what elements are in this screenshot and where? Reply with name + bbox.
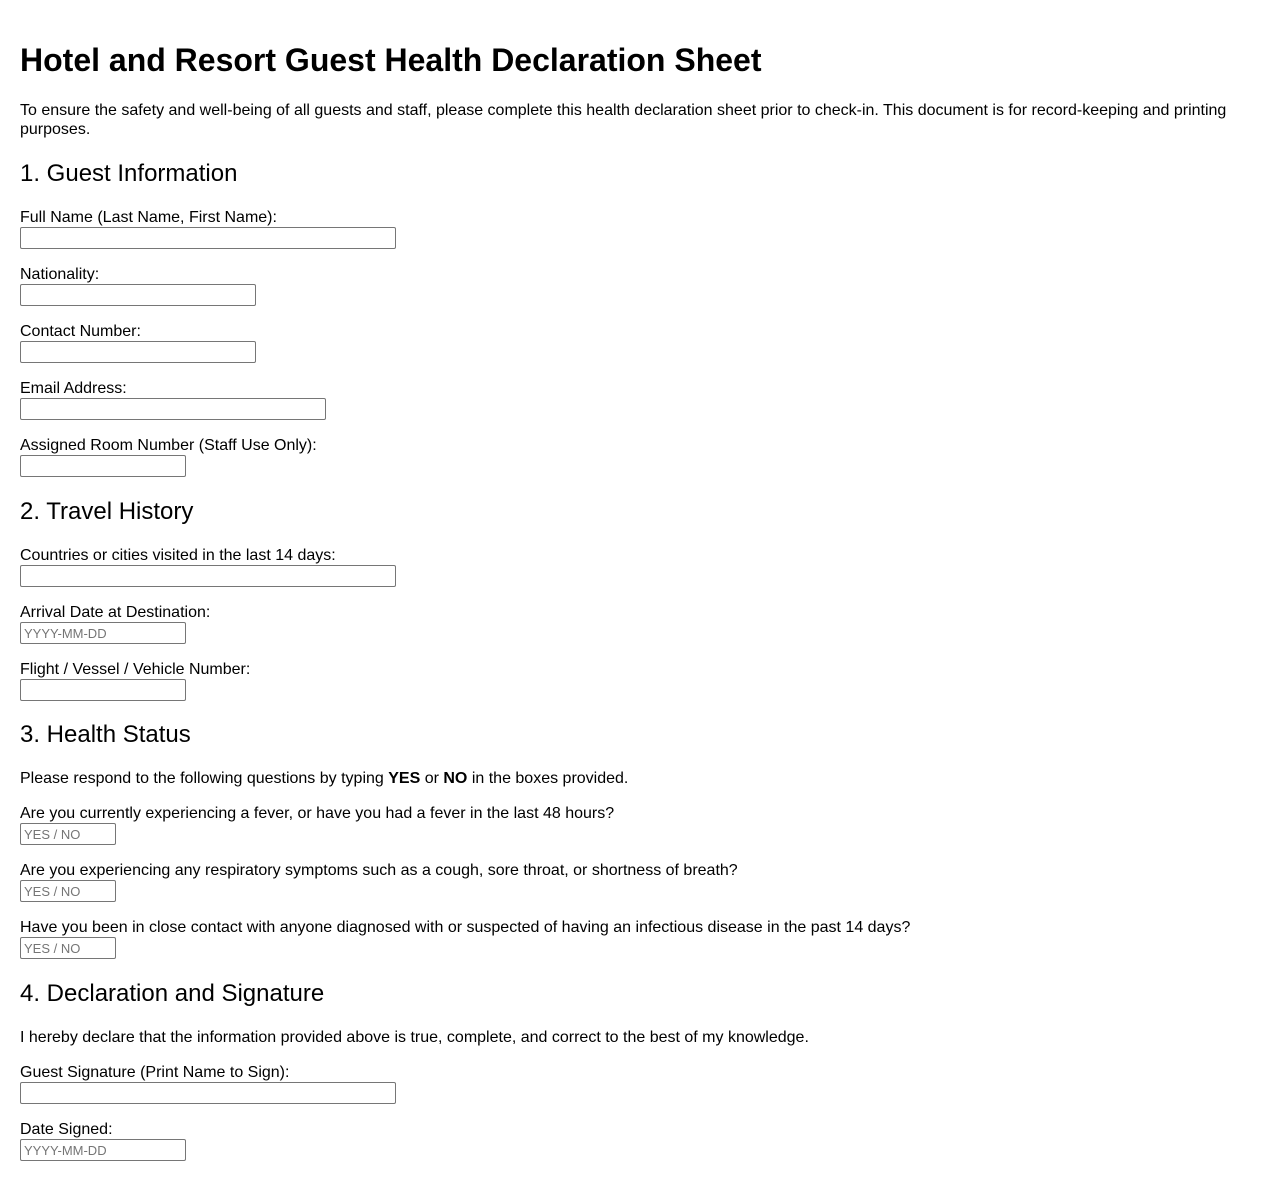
section-heading-declaration: 4. Declaration and Signature: [20, 980, 325, 1007]
countries-visited-input[interactable]: [20, 565, 396, 587]
arrival-date-label: Arrival Date at Destination:: [20, 604, 211, 621]
intro-text: To ensure the safety and well-being of all guests and staff, please complete this health declaration sheet prior to check-in. This document is for record-keeping and printing purposes.: [20, 102, 1227, 138]
email-address-label: Email Address:: [20, 380, 127, 397]
respiratory-answer-input[interactable]: [20, 880, 116, 902]
section-heading-guest-information: 1. Guest Information: [20, 160, 238, 187]
instructions-suffix: in the boxes provided.: [467, 770, 629, 787]
contact-number-input[interactable]: [20, 341, 256, 363]
instructions-or: or: [420, 770, 444, 787]
email-address-input[interactable]: [20, 398, 326, 420]
room-number-input[interactable]: [20, 455, 186, 477]
fever-answer-input[interactable]: [20, 823, 116, 845]
contact-answer-input[interactable]: [20, 937, 116, 959]
date-signed-label: Date Signed:: [20, 1121, 113, 1138]
room-number-label: Assigned Room Number (Staff Use Only):: [20, 437, 317, 454]
instructions-yes: YES: [388, 770, 421, 787]
flight-number-input[interactable]: [20, 679, 186, 701]
instructions-no: NO: [443, 770, 468, 787]
signature-label: Guest Signature (Print Name to Sign):: [20, 1064, 290, 1081]
section-heading-travel-history: 2. Travel History: [20, 498, 194, 525]
arrival-date-input[interactable]: [20, 622, 186, 644]
flight-number-label: Flight / Vessel / Vehicle Number:: [20, 661, 251, 678]
full-name-input[interactable]: [20, 227, 396, 249]
page-title: Hotel and Resort Guest Health Declaration Sheet: [20, 42, 762, 78]
date-signed-input[interactable]: [20, 1139, 186, 1161]
signature-input[interactable]: [20, 1082, 396, 1104]
contact-question-label: Have you been in close contact with anyone diagnosed with or suspected of having an infectious disease in the past 14 days?: [20, 919, 911, 936]
nationality-label: Nationality:: [20, 266, 100, 283]
health-instructions: [20, 769, 628, 788]
full-name-label: Full Name (Last Name, First Name):: [20, 209, 277, 226]
declaration-statement: I hereby declare that the information provided above is true, complete, and correct to the best of my knowledge.: [20, 1029, 809, 1046]
section-heading-health-status: 3. Health Status: [20, 721, 191, 748]
respiratory-question-label: Are you experiencing any respiratory symptoms such as a cough, sore throat, or shortness of breath?: [20, 862, 738, 879]
fever-question-label: Are you currently experiencing a fever, or have you had a fever in the last 48 hours?: [20, 805, 615, 822]
contact-number-label: Contact Number:: [20, 323, 141, 340]
nationality-input[interactable]: [20, 284, 256, 306]
countries-visited-label: Countries or cities visited in the last 14 days:: [20, 547, 336, 564]
instructions-text: Please respond to the following questions by typing: [20, 770, 389, 787]
